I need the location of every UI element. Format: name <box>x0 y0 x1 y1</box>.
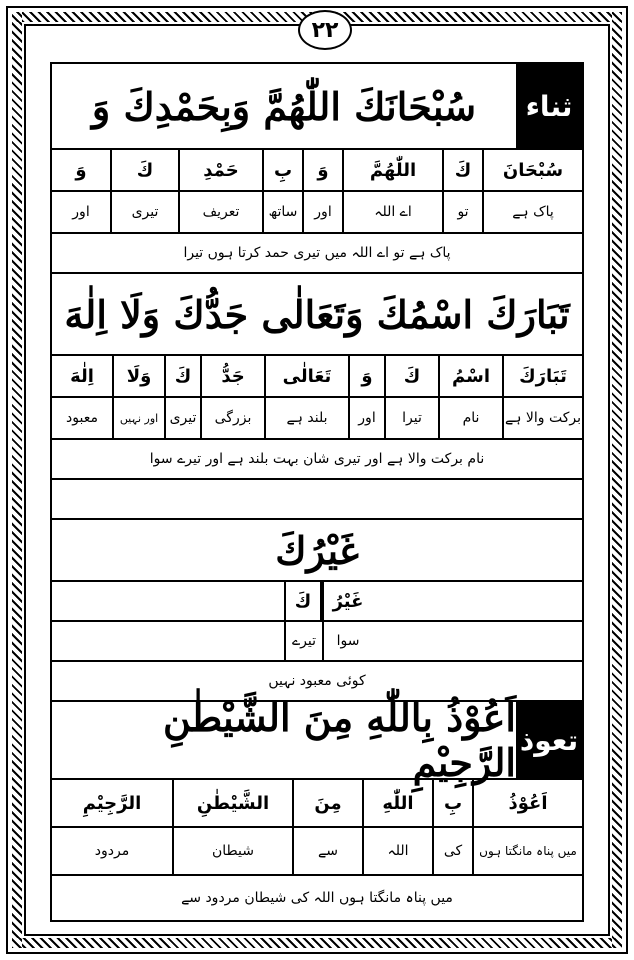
thana-meaning: اے اللہ <box>342 192 442 232</box>
ghairuka-word: كَ <box>286 582 322 620</box>
tabaraka-meaning: بزرگی <box>200 398 264 438</box>
thana-meaning: ساتھ <box>262 192 302 232</box>
taawwuz-meaning: شیطان <box>172 828 292 874</box>
taawwuz-word: بِ <box>432 780 472 826</box>
tabaraka-meaning: برکت والا ہے <box>502 398 582 438</box>
thana-meanings-row <box>52 192 582 234</box>
taawwuz-arabic: اَعُوْذُ بِاللّٰهِ مِنَ الشَّيْطٰنِ الرَّجِيْمِ <box>162 695 516 785</box>
thana-word: سُبْحَانَ <box>482 150 582 190</box>
tabaraka-word: اسْمُ <box>438 356 502 396</box>
taawwuz-word: اَعُوْذُ <box>472 780 582 826</box>
tabaraka-word: تَعَالٰى <box>264 356 348 396</box>
taawwuz-meanings-row <box>52 828 582 876</box>
tabaraka-words-row <box>52 356 582 398</box>
tabaraka-meaning: معبود <box>66 410 98 426</box>
tabaraka-meaning: نام <box>438 398 502 438</box>
thana-arabic: سُبْحَانَكَ اللّٰهُمَّ وَبِحَمْدِكَ وَ <box>91 83 477 129</box>
thana-meaning: پاک ہے <box>482 192 582 232</box>
taawwuz-meaning: مردود <box>94 843 130 859</box>
thana-word: بِ <box>262 150 302 190</box>
content-table <box>50 62 584 922</box>
taawwuz-word: الشَّيْطٰنِ <box>172 780 292 826</box>
tabaraka-meaning: اور <box>348 398 384 438</box>
tabaraka-translation: نام برکت والا ہے اور تیری شان بہت بلند ہے اور تیرے سوا <box>52 440 582 480</box>
ghairuka-word: غَيْرُ <box>322 582 372 620</box>
thana-meaning: اور <box>72 204 90 220</box>
thana-word: كَ <box>110 150 178 190</box>
ghairuka-meaning: تیرے <box>291 633 317 649</box>
thana-word: حَمْدِ <box>178 150 262 190</box>
thana-word: اللّٰهُمَّ <box>342 150 442 190</box>
tabaraka-word: كَ <box>384 356 438 396</box>
tabaraka-word: تَبَارَكَ <box>502 356 582 396</box>
ghairuka-arabic: غَيْرُكَ <box>52 520 582 582</box>
thana-word: وَ <box>302 150 342 190</box>
tabaraka-word: وَ <box>348 356 384 396</box>
thana-word: كَ <box>442 150 482 190</box>
thana-meaning: تعریف <box>178 192 262 232</box>
tabaraka-meaning: تیرا <box>384 398 438 438</box>
thana-meaning: تیری <box>110 192 178 232</box>
taawwuz-translation: میں پناہ مانگتا ہوں اللہ کی شیطان مردود سے <box>181 890 453 906</box>
taawwuz-words-row <box>52 780 582 828</box>
taawwuz-word: اللّٰهِ <box>362 780 432 826</box>
tabaraka-meaning: تیری <box>164 398 200 438</box>
taawwuz-word: الرَّجِيْمِ <box>82 792 142 814</box>
tabaraka-word: وَلَا <box>112 356 164 396</box>
thana-words-row <box>52 150 582 192</box>
thana-label: ثناء <box>516 64 582 148</box>
taawwuz-meaning: سے <box>292 828 362 874</box>
ghairuka-meanings-row <box>52 622 582 662</box>
ghairuka-translation: کوئی معبود نہیں <box>52 662 582 702</box>
thana-meaning: اور <box>302 192 342 232</box>
page-number: ۲۲ <box>298 10 352 50</box>
tabaraka-meaning: اور نہیں <box>112 398 164 438</box>
tabaraka-arabic: تَبَارَكَ اسْمُكَ وَتَعَالٰى جَدُّكَ وَلَا اِلٰهَ <box>52 274 582 356</box>
taawwuz-meaning: اللہ <box>362 828 432 874</box>
blank-row <box>52 480 582 520</box>
taawwuz-meaning: کی <box>432 828 472 874</box>
taawwuz-meaning: میں پناہ مانگتا ہوں <box>472 828 582 874</box>
tabaraka-word: جَدُّ <box>200 356 264 396</box>
taawwuz-word: مِنَ <box>292 780 362 826</box>
thana-translation: پاک ہے تو اے اللہ میں تیری حمد کرتا ہوں تیرا <box>52 234 582 274</box>
ghairuka-words-row <box>52 582 582 622</box>
thana-word: وَ <box>75 159 87 181</box>
taawwuz-heading-row <box>52 695 582 785</box>
tabaraka-word: كَ <box>164 356 200 396</box>
thana-meaning: تو <box>442 192 482 232</box>
thana-heading-row <box>52 64 582 150</box>
tabaraka-word: اِلٰهَ <box>70 365 94 387</box>
tabaraka-meaning: بلند ہے <box>264 398 348 438</box>
ghairuka-meaning: سوا <box>322 622 372 660</box>
taawwuz-label: تعوذ <box>516 702 582 778</box>
tabaraka-meanings-row <box>52 398 582 440</box>
